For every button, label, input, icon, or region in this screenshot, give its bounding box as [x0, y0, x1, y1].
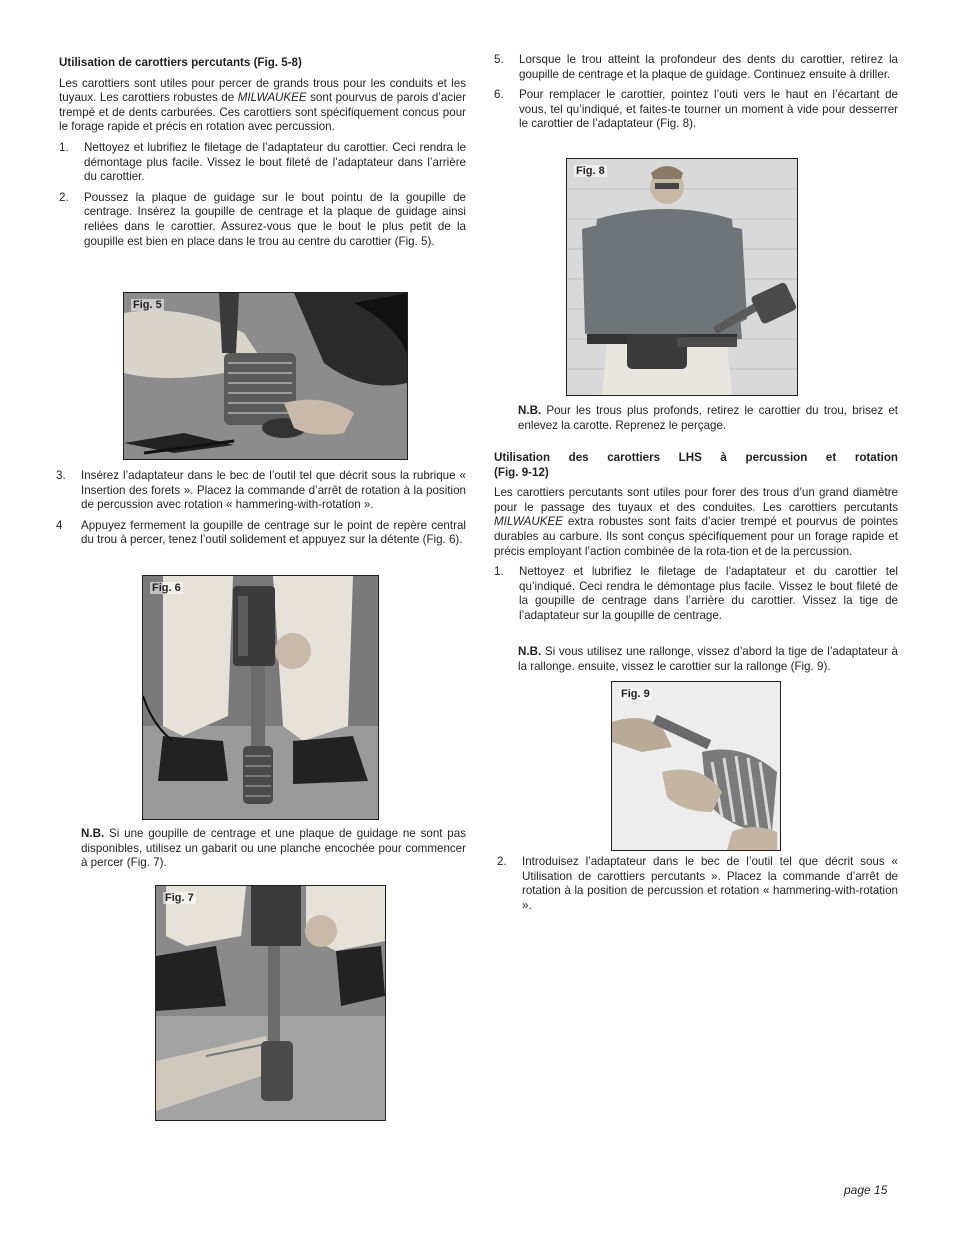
section-heading: Utilisation de carottiers percutants (Fig. 5-8) [59, 56, 302, 69]
list-item [494, 565, 898, 623]
step-text: Nettoyez et lubrifiez le filetage de l’adaptateur et du carottier tel qu’indiqué. Ceci rendra le démontage plus facile. Vissez le bout fileté de la goupille de centrage dans l’arrière du carottier. Vissez la tige de l’adaptateur sur la goupille de centrage. [519, 565, 898, 622]
fig6-illustration [143, 576, 378, 819]
note-text: Si une goupille de centrage et une plaque de guidage ne sont pas disponibles, utilisez un gabarit ou une planche encochée pour commencer à percer (Fig. 7). [81, 827, 466, 870]
step-number: 2. [59, 190, 69, 204]
fig5-illustration [124, 293, 407, 459]
list-item [56, 469, 466, 513]
right-column-bottom [497, 855, 898, 913]
intro-text-end: extra robustes sont faits d’acier trempé et pourvus de pointes durables au carbure. Ils sont conçus spécifiquement pour un forage rapide et précis employant l’action combinée de la rota-tion et de la percussion. [494, 515, 898, 558]
figure-7-photo [155, 885, 386, 1121]
intro-paragraph [59, 77, 466, 135]
intro-text-end: sont pourvus de parois d’acier trempé et de dents carburées. Ces carottiers sont spécifiquement concus pour le forage rapide et précis en rotation avec percussion. [59, 91, 466, 134]
step-number: 2. [497, 855, 507, 868]
figure-5-photo [123, 292, 408, 460]
list-item [59, 141, 466, 185]
fig9-illustration [612, 682, 780, 850]
figure-8-photo [566, 158, 798, 396]
step-number: 5. [494, 53, 504, 66]
list-item [497, 855, 898, 913]
fig8-illustration [567, 159, 797, 395]
brand-name: MILWAUKEE [494, 515, 563, 529]
list-item [59, 191, 466, 249]
section-heading-line2: (Fig. 9-12) [494, 465, 549, 479]
right-column-note1 [518, 404, 898, 433]
note-paragraph [518, 645, 898, 674]
right-column-top [494, 53, 898, 132]
list-item [494, 88, 898, 132]
step-number: 3. [56, 469, 66, 482]
step-text: Introduisez l’adaptateur dans le bec de l’outil tel que décrit sous « Utilisation de carottiers percutants ». Placez la commande d’arrêt de rotation à la position de percussion et rotation « hammering-with-rotation ». [522, 855, 898, 912]
list-item [56, 519, 466, 548]
step-number: 1. [59, 140, 69, 154]
step-text: Insérez l’adaptateur dans le bec de l’outil tel que décrit sous la rubrique « Insertion des forets ». Placez la commande d’arrêt de rotation à la position de percussion avec rotation « hammering-with-rotation ». [81, 469, 466, 512]
note-paragraph [81, 827, 466, 871]
note-label: N.B. [81, 827, 105, 840]
intro-paragraph [494, 486, 898, 559]
note-label: N.B. [518, 404, 542, 417]
figure-label: Fig. 8 [576, 165, 605, 177]
figure-label: Fig. 6 [152, 582, 181, 594]
intro-text: Les carottiers percutants sont utiles pour forer des trous d’un grand diamètre pour le passage des tuyaux et des conduites. Les carottiers percutants [494, 486, 898, 514]
list-item [494, 53, 898, 82]
figure-9-photo [611, 681, 781, 851]
page-number: page 15 [844, 1183, 888, 1197]
figure-label: Fig. 7 [165, 892, 194, 904]
step-text: Pour remplacer le carottier, pointez l’outi vers le haut en l’écartant de vous, tel qu’indiqué, et faites-te tourner un moment à vide pour desserrer le carottier de l’adaptateur (Fig. 8). [519, 88, 898, 131]
right-column-middle [494, 451, 898, 624]
section-heading-line1: Utilisation des carottiers LHS à percussion et rotation [494, 451, 898, 464]
fig7-illustration [156, 886, 385, 1120]
step-text: Appuyez fermement la goupille de centrage sur le point de repère central du trou à percer, tenez l’outil solidement et appuyez sur la détente (Fig. 6). [81, 518, 466, 547]
step-number: 6. [494, 88, 504, 102]
note-paragraph [518, 404, 898, 433]
step-text: Poussez la plaque de guidage sur le bout pointu de la goupille de centrage. Insérez la goupille de centrage et la plaque de guidage ainsi reliées dans le carottier. Assurez-vous que le bout le plus petit de la goupille est bien en place dans le trou au centre du carottier (Fig. 5). [84, 190, 466, 248]
right-column-note2 [518, 645, 898, 674]
step-text: Lorsque le trou atteint la profondeur des dents du carottier, retirez la goupille de centrage et la plaque de guidage. Continuez ensuite à driller. [519, 53, 898, 81]
left-column-middle [56, 469, 466, 548]
figure-label: Fig. 9 [621, 688, 650, 700]
note-text: Pour les trous plus profonds, retirez le carottier du trou, brisez et enlevez la carotte. Reprenez le perçage. [518, 404, 898, 432]
step-number: 4 [56, 518, 63, 532]
brand-name: MILWAUKEE [237, 91, 307, 105]
figure-6-photo [142, 575, 379, 820]
left-column-note [81, 827, 466, 871]
section-heading [494, 451, 898, 480]
note-text: Si vous utilisez une rallonge, vissez d’abord la tige de l’adaptateur à la rallonge. ensuite, vissez le carottier sur la rallonge (Fig. 9). [518, 645, 898, 673]
left-column-top [59, 56, 466, 249]
note-label: N.B. [518, 645, 542, 658]
figure-label: Fig. 5 [133, 299, 162, 311]
intro-text: Les carottiers sont utiles pour percer de grands trous pour les conduits et les tuyaux. Les carottiers robustes de [59, 76, 466, 105]
step-text: Nettoyez et lubrifiez le filetage de l’adaptateur du carottier. Ceci rendra le démontage plus facile. Vissez le bout fileté de l’adaptateur dans l’arrière du carottier. [84, 140, 466, 184]
step-number: 1. [494, 565, 504, 579]
